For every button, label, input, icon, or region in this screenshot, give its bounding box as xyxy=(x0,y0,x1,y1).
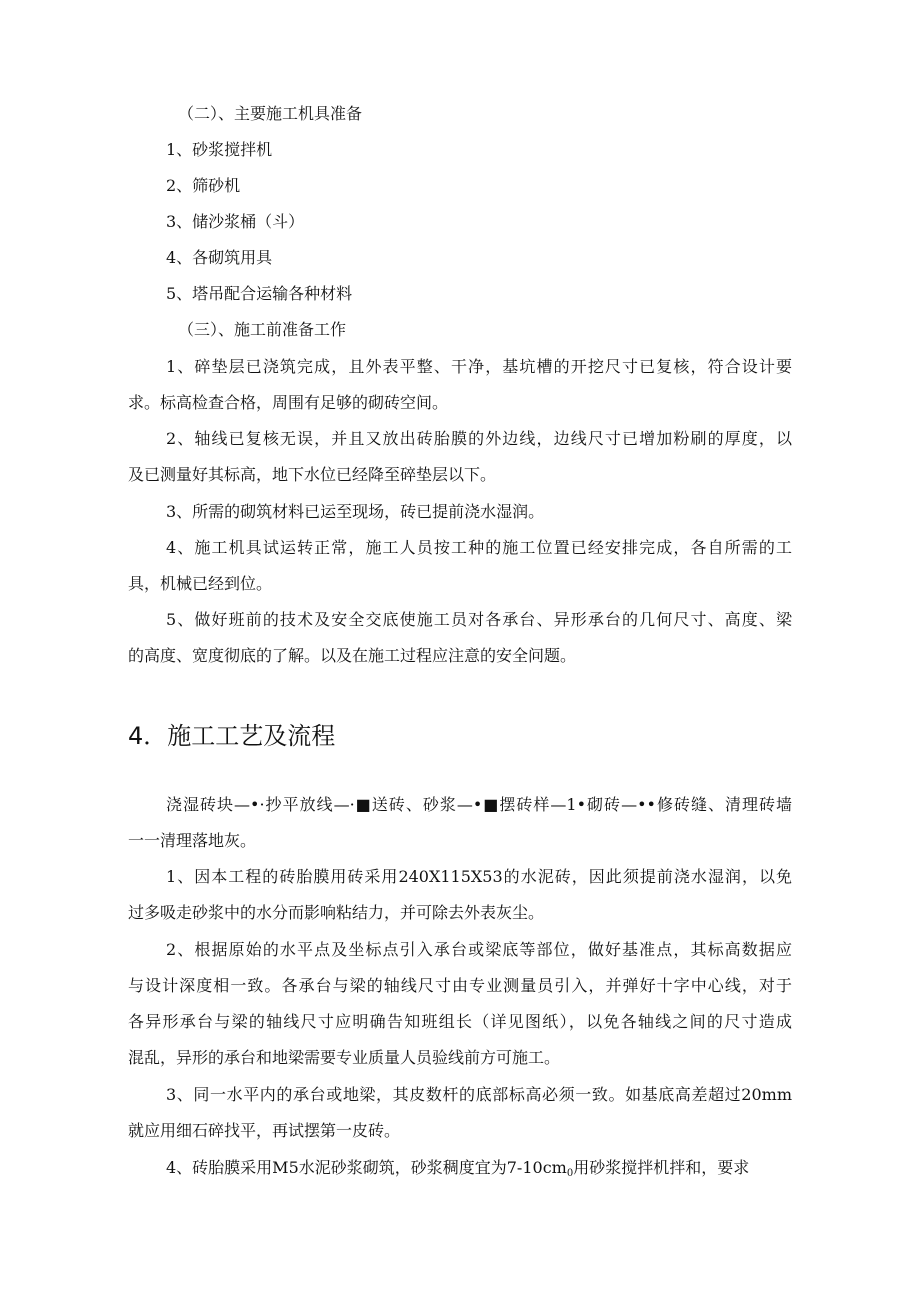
subscript: 0 xyxy=(566,1168,574,1179)
list-item: 2、筛砂机 xyxy=(166,176,241,195)
paragraph-line: 过多吸走砂浆中的水分而影响粘结力，并可除去外表灰尘。 xyxy=(128,903,545,922)
paragraph-line: 及已测量好其标高，地下水位已经降至碎垫层以下。 xyxy=(128,465,497,484)
list-item: 4、各砌筑用具 xyxy=(166,248,273,267)
paragraph-line: 2、根据原始的水平点及坐标点引入承台或梁底等部位，做好基准点，其标高数据应 xyxy=(166,940,792,959)
paragraph-line: 的高度、宽度彻底的了解。以及在施工过程应注意的安全问题。 xyxy=(128,646,577,665)
paragraph-line: 就应用细石碎找平，再试摆第一皮砖。 xyxy=(128,1121,401,1140)
paragraph-line xyxy=(166,1158,792,1184)
list-item: 3、储沙浆桶（斗） xyxy=(166,212,305,231)
paragraph-line: 具，机械已经到位。 xyxy=(128,574,273,593)
paragraph-line: 5、做好班前的技术及安全交底使施工员对各承台、异形承台的几何尺寸、高度、梁 xyxy=(166,610,792,629)
section-heading: 4．施工工艺及流程 xyxy=(128,722,336,750)
paragraph-line: 1、因本工程的砖胎膜用砖采用240X115X53的水泥砖，因此须提前浇水湿润，以免 xyxy=(166,867,792,886)
section-b-title: （二）、主要施工机具准备 xyxy=(178,104,363,123)
paragraph-line: 混乱，异形的承台和地梁需要专业质量人员验线前方可施工。 xyxy=(128,1048,561,1067)
paragraph-line: 求。标高检查合格，周围有足够的砌砖空间。 xyxy=(128,393,449,412)
paragraph-line: 各异形承台与梁的轴线尺寸应明确告知班组长（详见图纸），以免各轴线之间的尺寸造成 xyxy=(128,1012,792,1031)
list-item: 5、塔吊配合运输各种材料 xyxy=(166,284,353,303)
paragraph-line: 4、施工机具试运转正常，施工人员按工种的施工位置已经安排完成，各自所需的工 xyxy=(166,538,792,557)
text-segment: 4、砖胎膜采用M5水泥砂浆砌筑，砂浆稠度宜为7-10cm xyxy=(166,1158,567,1177)
paragraph-line: 3、所需的砌筑材料已运至现场，砖已提前浇水湿润。 xyxy=(166,502,545,521)
flow-line: 浇湿砖块—•·抄平放线—·■送砖、砂浆—•■摆砖样—1•砌砖—••修砖缝、清理砖墙 xyxy=(166,795,792,814)
paragraph-line: 2、轴线已复核无误，并且又放出砖胎膜的外边线，边线尺寸已增加粉刷的厚度，以 xyxy=(166,429,792,448)
flow-line: 一一清理落地灰。 xyxy=(128,831,257,850)
section-c-title: （三）、施工前准备工作 xyxy=(178,320,347,339)
paragraph-line: 1、碎垫层已浇筑完成，且外表平整、干净，基坑槽的开挖尺寸已复核，符合设计要 xyxy=(166,357,792,376)
list-item: 1、砂浆搅拌机 xyxy=(166,140,273,159)
text-segment: 用砂浆搅拌机拌和，要求 xyxy=(573,1158,750,1177)
paragraph-line: 与设计深度相一致。各承台与梁的轴线尺寸由专业测量员引入，并弹好十字中心线，对于 xyxy=(128,976,792,995)
paragraph-line: 3、同一水平内的承台或地梁，其皮数杆的底部标高必须一致。如基底高差超过20mm xyxy=(166,1085,792,1104)
